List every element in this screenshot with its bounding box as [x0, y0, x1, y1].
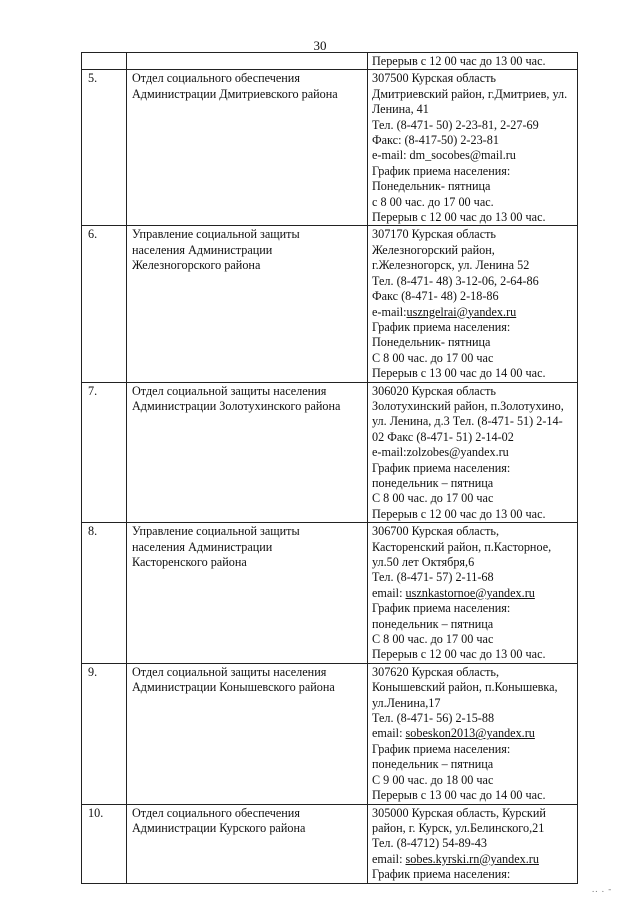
text-line: e-mail: dm_socobes@mail.ru — [372, 148, 516, 163]
text-line: Тел. (8-471- 48) 3-12-06, 2-64-86 — [372, 273, 539, 288]
cell-number — [82, 53, 127, 70]
cell-contacts — [368, 663, 578, 804]
cell-name — [127, 382, 368, 523]
text-line: Железногорский район, — [372, 242, 495, 257]
text-line: 306700 Курская область, — [372, 524, 500, 539]
text-line: e-mail:uszngelrai@yandex.ru — [372, 304, 517, 319]
text-line: email: usznkastornoe@yandex.ru — [372, 585, 535, 600]
text-line: С 8 00 час. до 17 00 час — [372, 491, 494, 506]
cell-name — [127, 663, 368, 804]
email-link[interactable]: sobes.kyrski.rn@yandex.ru — [405, 851, 539, 866]
email-link[interactable]: sobeskon2013@yandex.ru — [405, 726, 535, 741]
text-line: Перерыв с 12 00 час до 13 00 час. — [372, 506, 546, 521]
table-row-continuation — [82, 53, 578, 70]
text-line: Понедельник- пятница — [372, 179, 491, 194]
text-line: График приема населения: — [372, 867, 511, 882]
cell-name — [127, 523, 368, 664]
cell-number: 10. — [82, 804, 127, 883]
text-line: понедельник – пятница — [372, 757, 494, 772]
scan-mark: .. . - — [592, 884, 613, 894]
text-line: Ленина, 41 — [372, 102, 429, 117]
text-line: Понедельник- пятница — [372, 335, 491, 350]
cell-number: 7. — [82, 382, 127, 523]
text-line: Тел. (8-471- 50) 2-23-81, 2-27-69 — [372, 117, 539, 132]
text-line: район, г. Курск, ул.Белинского,21 — [372, 820, 545, 835]
text-line: Администрации Курского района — [132, 820, 306, 835]
email-link[interactable]: usznkastornoe@yandex.ru — [405, 585, 535, 600]
text-line: понедельник – пятница — [372, 475, 494, 490]
cell-name — [127, 53, 368, 70]
text-line: Касторенского района — [132, 555, 247, 569]
cell-number: 8. — [82, 523, 127, 664]
text-line: Тел. (8-471- 57) 2-11-68 — [372, 570, 494, 585]
text-line: 307620 Курская область, — [372, 664, 500, 679]
text-line: с 8 00 час. до 17 00 час. — [372, 194, 494, 209]
text-line: понедельник – пятница — [372, 616, 494, 631]
text-line: Отдел социальной защиты населения — [132, 383, 327, 398]
text-line: Золотухинский район, п.Золотухино, — [372, 398, 564, 413]
cell-contacts — [368, 382, 578, 523]
text-line: Факс (8-471- 48) 2-18-86 — [372, 289, 499, 304]
text-line: Перерыв с 12 00 час до 13 00 час. — [372, 54, 546, 68]
text-line: С 8 00 час. до 17 00 час — [372, 350, 494, 365]
cell-name — [127, 70, 368, 226]
table-row — [82, 804, 578, 883]
text-line: Перерыв с 12 00 час до 13 00 час. — [372, 647, 546, 662]
text-line: 307170 Курская область — [372, 227, 496, 242]
text-line: г.Железногорск, ул. Ленина 52 — [372, 258, 530, 273]
social-protection-table — [81, 52, 578, 884]
text-line: Перерыв с 12 00 час до 13 00 час. — [372, 210, 546, 225]
text-line: Отдел социального обеспечения — [132, 805, 300, 820]
text-line: С 8 00 час. до 17 00 час — [372, 632, 494, 647]
text-line: email: sobeskon2013@yandex.ru — [372, 726, 535, 741]
text-line: Администрации Дмитриевского района — [132, 86, 338, 101]
text-line: ул.50 лет Октября,6 — [372, 555, 475, 569]
cell-number: 5. — [82, 70, 127, 226]
table-row — [82, 663, 578, 804]
text-line: Касторенский район, п.Касторное, — [372, 539, 552, 554]
text-line: населения Администрации — [132, 242, 273, 257]
text-line: 307500 Курская область — [372, 71, 496, 86]
table-row — [82, 226, 578, 382]
text-line: График приема населения: — [372, 163, 511, 178]
text-line: населения Администрации — [132, 539, 273, 554]
table-row — [82, 523, 578, 664]
text-line: Перерыв с 13 00 час до 14 00 час. — [372, 788, 546, 803]
text-line: Администрации Конышевского района — [132, 680, 335, 695]
text-line: ул.Ленина,17 — [372, 695, 441, 710]
text-line: Дмитриевский район, г.Дмитриев, ул. — [372, 86, 568, 101]
cell-name — [127, 226, 368, 382]
email-link[interactable]: uszngelrai@yandex.ru — [406, 304, 517, 319]
text-line: Железногорского района — [132, 258, 261, 273]
text-line: Тел. (8-471- 56) 2-15-88 — [372, 711, 495, 726]
text-line: Факс: (8-417-50) 2-23-81 — [372, 133, 499, 148]
text-line: 305000 Курская область, Курский — [372, 805, 546, 820]
text-line: Конышевский район, п.Конышевка, — [372, 680, 558, 695]
text-line: Управление социальной защиты — [132, 524, 300, 539]
text-line: Перерыв с 13 00 час до 14 00 час. — [372, 366, 546, 381]
text-line: Администрации Золотухинского района — [132, 398, 341, 413]
text-line: Отдел социального обеспечения — [132, 71, 300, 86]
cell-contacts — [368, 53, 578, 70]
cell-number: 6. — [82, 226, 127, 382]
text-line: График приема населения: — [372, 741, 511, 756]
cell-contacts — [368, 70, 578, 226]
text-line: Тел. (8-4712) 54-89-43 — [372, 836, 487, 851]
cell-name — [127, 804, 368, 883]
cell-contacts — [368, 226, 578, 382]
text-line: График приема населения: — [372, 601, 511, 616]
text-line: e-mail:zolzobes@yandex.ru — [372, 445, 509, 460]
table-row — [82, 70, 578, 226]
text-line: Отдел социальной защиты населения — [132, 664, 327, 679]
page-number: 30 — [313, 38, 327, 53]
text-line: С 9 00 час. до 18 00 час — [372, 772, 494, 787]
text-line: 02 Факс (8-471- 51) 2-14-02 — [372, 429, 514, 444]
cell-number: 9. — [82, 663, 127, 804]
text-line: 306020 Курская область — [372, 383, 496, 398]
cell-contacts — [368, 523, 578, 664]
text-line: График приема населения: — [372, 460, 511, 475]
text-line: Управление социальной защиты — [132, 227, 300, 242]
text-line: ул. Ленина, д.3 Тел. (8-471- 51) 2-14- — [372, 414, 563, 429]
cell-contacts — [368, 804, 578, 883]
table-row — [82, 382, 578, 523]
text-line: График приема населения: — [372, 319, 511, 334]
text-line: email: sobes.kyrski.rn@yandex.ru — [372, 851, 539, 866]
